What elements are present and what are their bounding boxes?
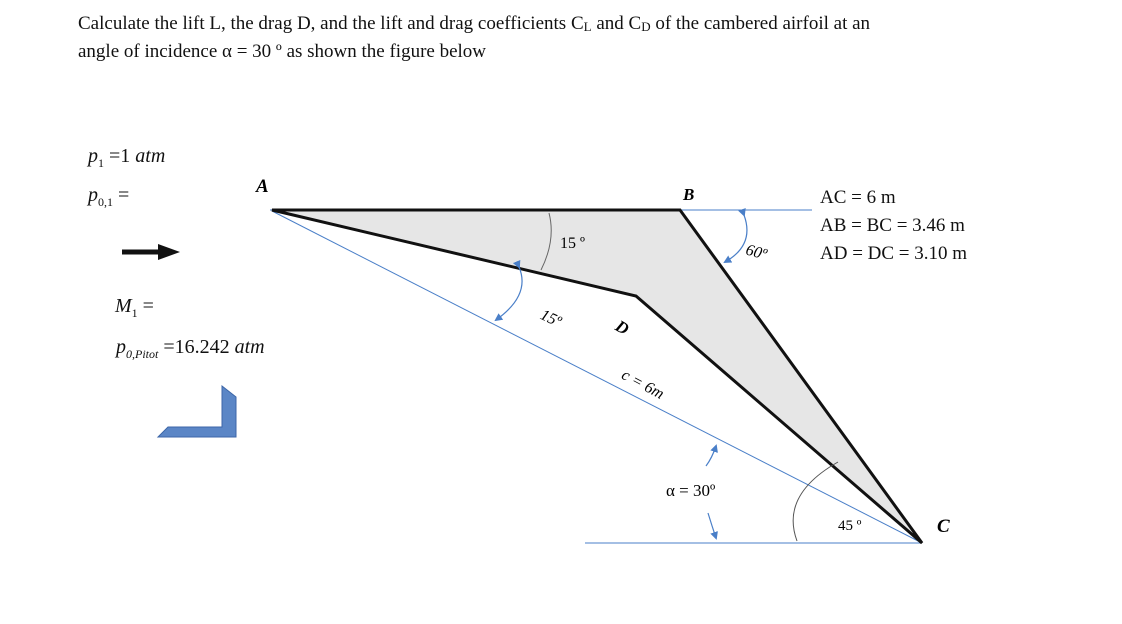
problem-text: Calculate the lift L, the drag D, and the lift and drag coefficients C bbox=[78, 13, 584, 34]
length-AD-DC: AD = DC = 3.10 m bbox=[820, 243, 968, 264]
point-label-A: A bbox=[256, 176, 269, 197]
given-p0-pitot: $p_{0,Pitot} =16.242$ atm bbox=[116, 336, 265, 361]
angle-label-15-bottom: 15º bbox=[537, 306, 564, 331]
problem-text: and C bbox=[591, 13, 642, 34]
angle-label-15-top: 15 º bbox=[560, 235, 585, 252]
pitot-tube-shape bbox=[158, 386, 236, 437]
given-p01: $p_{0,1}$ = bbox=[88, 184, 130, 209]
angle-label-60: 60º bbox=[743, 241, 769, 264]
alpha-arrow-down bbox=[708, 513, 716, 538]
subscript-D: D bbox=[641, 19, 651, 34]
alpha-arrow-up bbox=[706, 446, 716, 466]
problem-line-2: angle of incidence α = 30 º as shown the figure below bbox=[78, 41, 487, 62]
point-label-C: C bbox=[937, 516, 950, 537]
chord-label: c = 6m bbox=[618, 366, 667, 403]
point-label-B: B bbox=[683, 185, 695, 204]
given-M1: $M_1$ = bbox=[115, 295, 154, 320]
subscript-L: L bbox=[583, 19, 592, 34]
angle-label-45: 45 º bbox=[838, 518, 862, 534]
angle-arc-15-bottom bbox=[496, 267, 522, 320]
angle-arc-45 bbox=[793, 462, 838, 541]
angle-arc-60 bbox=[725, 215, 747, 262]
length-AC: AC = 6 m bbox=[820, 187, 896, 208]
alpha-label: α = 30º bbox=[666, 481, 716, 500]
point-label-D: D bbox=[612, 316, 633, 339]
length-AB-BC: AB = BC = 3.46 m bbox=[820, 215, 965, 236]
problem-text: of the cambered airfoil at an bbox=[650, 13, 871, 34]
flow-arrow bbox=[122, 244, 180, 260]
given-p1: $p_1 =1$ atm bbox=[88, 145, 166, 170]
